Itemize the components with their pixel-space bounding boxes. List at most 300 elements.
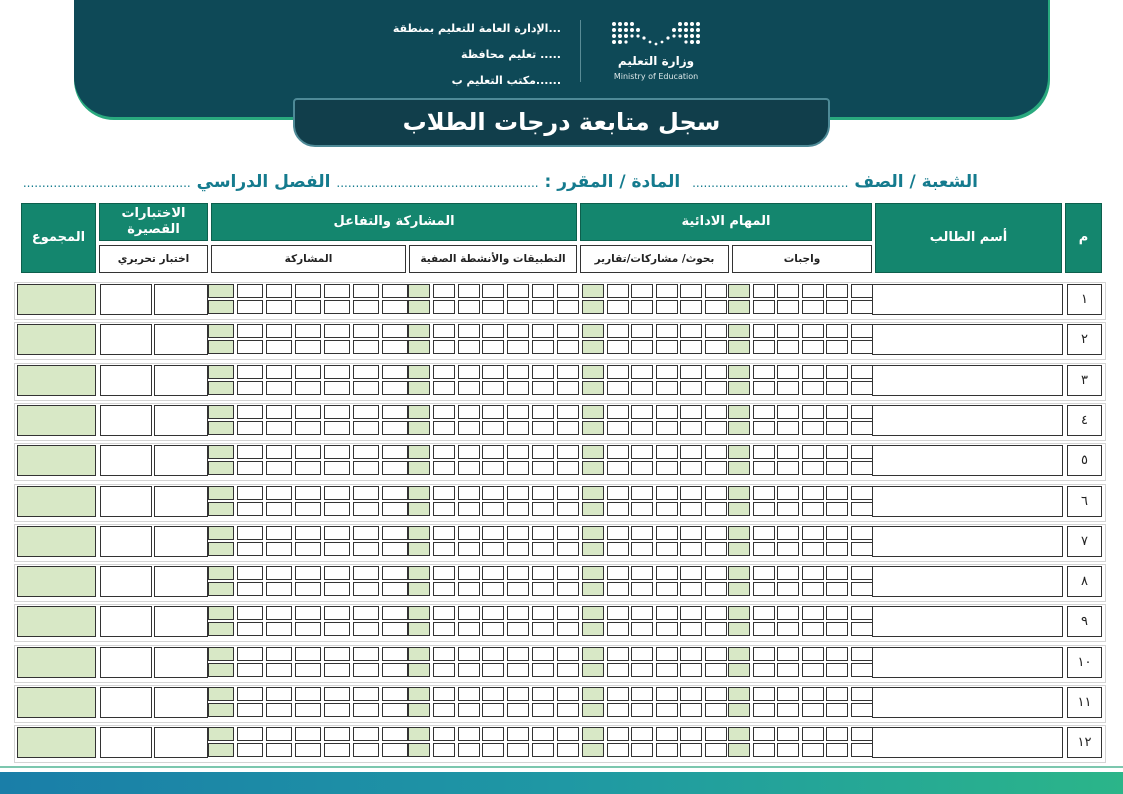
grade-cell[interactable] <box>802 727 824 741</box>
grade-cell[interactable] <box>631 542 653 556</box>
grade-cell[interactable] <box>582 727 604 741</box>
grade-cell[interactable] <box>777 324 799 338</box>
grade-cell[interactable] <box>433 300 455 314</box>
grade-cell[interactable] <box>582 461 604 475</box>
grade-cell[interactable] <box>826 647 848 661</box>
grade-cell[interactable] <box>458 421 480 435</box>
grade-cell[interactable] <box>851 526 873 540</box>
grade-cell[interactable] <box>433 582 455 596</box>
grade-cell[interactable] <box>353 606 379 620</box>
grade-cell[interactable] <box>705 727 727 741</box>
grade-cell[interactable] <box>680 647 702 661</box>
grade-cell[interactable] <box>705 743 727 757</box>
grade-cell[interactable] <box>433 622 455 636</box>
grade-cell[interactable] <box>532 703 554 717</box>
grade-cell[interactable] <box>680 606 702 620</box>
grade-cell[interactable] <box>656 324 678 338</box>
grade-cell[interactable] <box>532 324 554 338</box>
quiz-cell[interactable] <box>154 445 208 476</box>
grade-cell[interactable] <box>851 381 873 395</box>
grade-cell[interactable] <box>382 622 408 636</box>
grade-cell[interactable] <box>237 461 263 475</box>
grade-cell[interactable] <box>557 365 579 379</box>
grade-cell[interactable] <box>208 526 234 540</box>
grade-cell[interactable] <box>557 486 579 500</box>
grade-cell[interactable] <box>802 486 824 500</box>
grade-cell[interactable] <box>851 663 873 677</box>
grade-cell[interactable] <box>777 727 799 741</box>
grade-cell[interactable] <box>656 461 678 475</box>
grade-cell[interactable] <box>777 647 799 661</box>
grade-cell[interactable] <box>656 727 678 741</box>
grade-cell[interactable] <box>532 622 554 636</box>
grade-cell[interactable] <box>458 727 480 741</box>
grade-cell[interactable] <box>408 405 430 419</box>
quiz-cell[interactable] <box>154 687 208 718</box>
grade-cell[interactable] <box>482 703 504 717</box>
quiz-cell[interactable] <box>154 526 208 557</box>
grade-cell[interactable] <box>458 502 480 516</box>
grade-cell[interactable] <box>266 703 292 717</box>
grade-cell[interactable] <box>237 687 263 701</box>
grade-cell[interactable] <box>532 526 554 540</box>
grade-cell[interactable] <box>482 405 504 419</box>
grade-cell[interactable] <box>753 687 775 701</box>
grade-cell[interactable] <box>208 340 234 354</box>
grade-cell[interactable] <box>826 687 848 701</box>
grade-cell[interactable] <box>802 566 824 580</box>
grade-cell[interactable] <box>408 727 430 741</box>
grade-cell[interactable] <box>208 582 234 596</box>
grade-cell[interactable] <box>295 606 321 620</box>
grade-cell[interactable] <box>802 703 824 717</box>
grade-cell[interactable] <box>382 284 408 298</box>
grade-cell[interactable] <box>458 647 480 661</box>
grade-cell[interactable] <box>777 381 799 395</box>
grade-cell[interactable] <box>408 381 430 395</box>
grade-cell[interactable] <box>753 486 775 500</box>
grade-cell[interactable] <box>557 687 579 701</box>
grade-cell[interactable] <box>532 542 554 556</box>
grade-cell[interactable] <box>266 486 292 500</box>
grade-cell[interactable] <box>851 703 873 717</box>
grade-cell[interactable] <box>680 486 702 500</box>
grade-cell[interactable] <box>382 340 408 354</box>
grade-cell[interactable] <box>631 486 653 500</box>
grade-cell[interactable] <box>705 526 727 540</box>
grade-cell[interactable] <box>295 727 321 741</box>
quiz-cell[interactable] <box>100 284 152 315</box>
grade-cell[interactable] <box>826 743 848 757</box>
grade-cell[interactable] <box>728 703 750 717</box>
grade-cell[interactable] <box>802 622 824 636</box>
grade-cell[interactable] <box>408 703 430 717</box>
grade-cell[interactable] <box>507 727 529 741</box>
grade-cell[interactable] <box>557 284 579 298</box>
grade-cell[interactable] <box>557 743 579 757</box>
grade-cell[interactable] <box>482 743 504 757</box>
grade-cell[interactable] <box>408 502 430 516</box>
grade-cell[interactable] <box>753 324 775 338</box>
grade-cell[interactable] <box>324 486 350 500</box>
quiz-cell[interactable] <box>100 647 152 678</box>
grade-cell[interactable] <box>382 300 408 314</box>
grade-cell[interactable] <box>237 381 263 395</box>
grade-cell[interactable] <box>482 340 504 354</box>
grade-cell[interactable] <box>656 647 678 661</box>
grade-cell[interactable] <box>237 365 263 379</box>
grade-cell[interactable] <box>802 445 824 459</box>
grade-cell[interactable] <box>826 421 848 435</box>
student-name-field[interactable] <box>872 606 1063 637</box>
grade-cell[interactable] <box>458 703 480 717</box>
grade-cell[interactable] <box>680 284 702 298</box>
grade-cell[interactable] <box>705 566 727 580</box>
grade-cell[interactable] <box>408 365 430 379</box>
grade-cell[interactable] <box>237 405 263 419</box>
grade-cell[interactable] <box>826 582 848 596</box>
grade-cell[interactable] <box>295 445 321 459</box>
grade-cell[interactable] <box>607 622 629 636</box>
student-name-field[interactable] <box>872 405 1063 436</box>
grade-cell[interactable] <box>433 421 455 435</box>
quiz-cell[interactable] <box>100 606 152 637</box>
grade-cell[interactable] <box>705 405 727 419</box>
grade-cell[interactable] <box>802 284 824 298</box>
grade-cell[interactable] <box>607 405 629 419</box>
total-cell[interactable] <box>17 486 96 517</box>
grade-cell[interactable] <box>802 405 824 419</box>
grade-cell[interactable] <box>266 405 292 419</box>
grade-cell[interactable] <box>482 365 504 379</box>
grade-cell[interactable] <box>557 461 579 475</box>
grade-cell[interactable] <box>851 284 873 298</box>
grade-cell[interactable] <box>507 340 529 354</box>
grade-cell[interactable] <box>656 687 678 701</box>
grade-cell[interactable] <box>266 687 292 701</box>
grade-cell[interactable] <box>458 284 480 298</box>
grade-cell[interactable] <box>631 461 653 475</box>
grade-cell[interactable] <box>607 727 629 741</box>
grade-cell[interactable] <box>753 663 775 677</box>
grade-cell[interactable] <box>295 502 321 516</box>
grade-cell[interactable] <box>482 421 504 435</box>
grade-cell[interactable] <box>557 445 579 459</box>
grade-cell[interactable] <box>507 647 529 661</box>
grade-cell[interactable] <box>433 727 455 741</box>
total-cell[interactable] <box>17 606 96 637</box>
grade-cell[interactable] <box>777 687 799 701</box>
grade-cell[interactable] <box>802 300 824 314</box>
grade-cell[interactable] <box>295 365 321 379</box>
grade-cell[interactable] <box>656 502 678 516</box>
grade-cell[interactable] <box>433 381 455 395</box>
subject-course-field[interactable]: ..................................................... <box>336 176 539 190</box>
grade-cell[interactable] <box>851 502 873 516</box>
grade-cell[interactable] <box>208 365 234 379</box>
grade-cell[interactable] <box>557 324 579 338</box>
grade-cell[interactable] <box>680 582 702 596</box>
grade-cell[interactable] <box>753 582 775 596</box>
grade-cell[interactable] <box>777 421 799 435</box>
grade-cell[interactable] <box>826 284 848 298</box>
grade-cell[interactable] <box>482 381 504 395</box>
grade-cell[interactable] <box>582 365 604 379</box>
grade-cell[interactable] <box>382 542 408 556</box>
grade-cell[interactable] <box>631 663 653 677</box>
grade-cell[interactable] <box>237 340 263 354</box>
grade-cell[interactable] <box>324 663 350 677</box>
grade-cell[interactable] <box>802 743 824 757</box>
grade-cell[interactable] <box>851 606 873 620</box>
grade-cell[interactable] <box>826 566 848 580</box>
grade-cell[interactable] <box>458 340 480 354</box>
grade-cell[interactable] <box>266 340 292 354</box>
grade-cell[interactable] <box>705 703 727 717</box>
grade-cell[interactable] <box>656 703 678 717</box>
grade-cell[interactable] <box>802 663 824 677</box>
grade-cell[interactable] <box>753 542 775 556</box>
grade-cell[interactable] <box>433 647 455 661</box>
grade-cell[interactable] <box>802 647 824 661</box>
grade-cell[interactable] <box>582 743 604 757</box>
quiz-cell[interactable] <box>154 365 208 396</box>
grade-cell[interactable] <box>557 340 579 354</box>
grade-cell[interactable] <box>753 606 775 620</box>
grade-cell[interactable] <box>507 486 529 500</box>
grade-cell[interactable] <box>532 582 554 596</box>
grade-cell[interactable] <box>482 566 504 580</box>
grade-cell[interactable] <box>656 405 678 419</box>
grade-cell[interactable] <box>607 606 629 620</box>
grade-cell[interactable] <box>728 542 750 556</box>
grade-cell[interactable] <box>631 324 653 338</box>
grade-cell[interactable] <box>557 582 579 596</box>
grade-cell[interactable] <box>408 606 430 620</box>
grade-cell[interactable] <box>208 300 234 314</box>
grade-cell[interactable] <box>826 324 848 338</box>
grade-cell[interactable] <box>582 526 604 540</box>
grade-cell[interactable] <box>353 687 379 701</box>
grade-cell[interactable] <box>728 727 750 741</box>
grade-cell[interactable] <box>532 405 554 419</box>
total-cell[interactable] <box>17 727 96 758</box>
grade-cell[interactable] <box>705 284 727 298</box>
grade-cell[interactable] <box>458 743 480 757</box>
grade-cell[interactable] <box>705 300 727 314</box>
total-cell[interactable] <box>17 445 96 476</box>
grade-cell[interactable] <box>728 687 750 701</box>
grade-cell[interactable] <box>802 542 824 556</box>
grade-cell[interactable] <box>507 461 529 475</box>
grade-cell[interactable] <box>208 606 234 620</box>
grade-cell[interactable] <box>557 405 579 419</box>
grade-cell[interactable] <box>582 647 604 661</box>
grade-cell[interactable] <box>208 703 234 717</box>
grade-cell[interactable] <box>266 284 292 298</box>
grade-cell[interactable] <box>532 340 554 354</box>
grade-cell[interactable] <box>826 606 848 620</box>
grade-cell[interactable] <box>802 687 824 701</box>
grade-cell[interactable] <box>433 461 455 475</box>
student-name-field[interactable] <box>872 365 1063 396</box>
grade-cell[interactable] <box>507 445 529 459</box>
grade-cell[interactable] <box>295 687 321 701</box>
grade-cell[interactable] <box>582 340 604 354</box>
grade-cell[interactable] <box>266 727 292 741</box>
grade-cell[interactable] <box>324 526 350 540</box>
grade-cell[interactable] <box>295 622 321 636</box>
grade-cell[interactable] <box>324 324 350 338</box>
grade-cell[interactable] <box>777 743 799 757</box>
grade-cell[interactable] <box>266 663 292 677</box>
grade-cell[interactable] <box>382 566 408 580</box>
grade-cell[interactable] <box>507 381 529 395</box>
grade-cell[interactable] <box>680 324 702 338</box>
grade-cell[interactable] <box>507 284 529 298</box>
grade-cell[interactable] <box>582 502 604 516</box>
grade-cell[interactable] <box>482 300 504 314</box>
grade-cell[interactable] <box>826 381 848 395</box>
grade-cell[interactable] <box>607 324 629 338</box>
grade-cell[interactable] <box>482 502 504 516</box>
grade-cell[interactable] <box>680 405 702 419</box>
grade-cell[interactable] <box>266 606 292 620</box>
grade-cell[interactable] <box>532 445 554 459</box>
grade-cell[interactable] <box>208 566 234 580</box>
grade-cell[interactable] <box>433 703 455 717</box>
grade-cell[interactable] <box>532 743 554 757</box>
grade-cell[interactable] <box>607 582 629 596</box>
grade-cell[interactable] <box>208 663 234 677</box>
grade-cell[interactable] <box>728 502 750 516</box>
grade-cell[interactable] <box>680 502 702 516</box>
grade-cell[interactable] <box>631 743 653 757</box>
grade-cell[interactable] <box>266 381 292 395</box>
grade-cell[interactable] <box>458 300 480 314</box>
grade-cell[interactable] <box>324 340 350 354</box>
grade-cell[interactable] <box>482 606 504 620</box>
grade-cell[interactable] <box>680 687 702 701</box>
grade-cell[interactable] <box>753 743 775 757</box>
grade-cell[interactable] <box>728 582 750 596</box>
grade-cell[interactable] <box>208 405 234 419</box>
grade-cell[interactable] <box>777 284 799 298</box>
grade-cell[interactable] <box>582 622 604 636</box>
grade-cell[interactable] <box>458 486 480 500</box>
grade-cell[interactable] <box>208 502 234 516</box>
grade-cell[interactable] <box>382 687 408 701</box>
grade-cell[interactable] <box>532 687 554 701</box>
grade-cell[interactable] <box>728 743 750 757</box>
grade-cell[interactable] <box>353 582 379 596</box>
grade-cell[interactable] <box>208 743 234 757</box>
grade-cell[interactable] <box>408 340 430 354</box>
grade-cell[interactable] <box>295 300 321 314</box>
grade-cell[interactable] <box>532 421 554 435</box>
grade-cell[interactable] <box>705 324 727 338</box>
grade-cell[interactable] <box>507 606 529 620</box>
grade-cell[interactable] <box>631 445 653 459</box>
grade-cell[interactable] <box>582 566 604 580</box>
grade-cell[interactable] <box>777 340 799 354</box>
grade-cell[interactable] <box>728 365 750 379</box>
grade-cell[interactable] <box>728 647 750 661</box>
grade-cell[interactable] <box>482 727 504 741</box>
quiz-cell[interactable] <box>100 324 152 355</box>
grade-cell[interactable] <box>408 300 430 314</box>
grade-cell[interactable] <box>295 284 321 298</box>
grade-cell[interactable] <box>728 340 750 354</box>
grade-cell[interactable] <box>458 582 480 596</box>
grade-cell[interactable] <box>266 542 292 556</box>
total-cell[interactable] <box>17 324 96 355</box>
grade-cell[interactable] <box>295 703 321 717</box>
grade-cell[interactable] <box>482 542 504 556</box>
grade-cell[interactable] <box>753 727 775 741</box>
grade-cell[interactable] <box>557 381 579 395</box>
total-cell[interactable] <box>17 687 96 718</box>
grade-cell[interactable] <box>208 622 234 636</box>
grade-cell[interactable] <box>458 461 480 475</box>
grade-cell[interactable] <box>631 502 653 516</box>
grade-cell[interactable] <box>408 421 430 435</box>
grade-cell[interactable] <box>802 606 824 620</box>
grade-cell[interactable] <box>237 502 263 516</box>
grade-cell[interactable] <box>458 687 480 701</box>
grade-cell[interactable] <box>237 647 263 661</box>
grade-cell[interactable] <box>266 445 292 459</box>
grade-cell[interactable] <box>482 647 504 661</box>
quiz-cell[interactable] <box>100 405 152 436</box>
grade-cell[interactable] <box>777 566 799 580</box>
total-cell[interactable] <box>17 647 96 678</box>
grade-cell[interactable] <box>557 526 579 540</box>
grade-cell[interactable] <box>408 622 430 636</box>
grade-cell[interactable] <box>557 727 579 741</box>
grade-cell[interactable] <box>631 566 653 580</box>
grade-cell[interactable] <box>557 647 579 661</box>
grade-cell[interactable] <box>353 727 379 741</box>
grade-cell[interactable] <box>482 526 504 540</box>
grade-cell[interactable] <box>777 300 799 314</box>
grade-cell[interactable] <box>458 622 480 636</box>
grade-cell[interactable] <box>826 502 848 516</box>
grade-cell[interactable] <box>532 461 554 475</box>
grade-cell[interactable] <box>433 340 455 354</box>
grade-cell[interactable] <box>680 743 702 757</box>
grade-cell[interactable] <box>353 743 379 757</box>
total-cell[interactable] <box>17 566 96 597</box>
grade-cell[interactable] <box>631 340 653 354</box>
grade-cell[interactable] <box>433 606 455 620</box>
grade-cell[interactable] <box>851 324 873 338</box>
grade-cell[interactable] <box>237 727 263 741</box>
grade-cell[interactable] <box>582 486 604 500</box>
grade-cell[interactable] <box>728 405 750 419</box>
grade-cell[interactable] <box>631 526 653 540</box>
grade-cell[interactable] <box>631 381 653 395</box>
grade-cell[interactable] <box>826 461 848 475</box>
grade-cell[interactable] <box>353 365 379 379</box>
grade-cell[interactable] <box>532 284 554 298</box>
grade-cell[interactable] <box>433 502 455 516</box>
grade-cell[interactable] <box>851 687 873 701</box>
quiz-cell[interactable] <box>154 606 208 637</box>
grade-cell[interactable] <box>295 566 321 580</box>
grade-cell[interactable] <box>237 566 263 580</box>
grade-cell[interactable] <box>557 421 579 435</box>
